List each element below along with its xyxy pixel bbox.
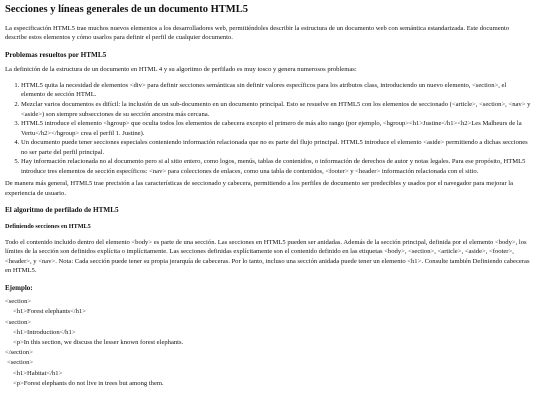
code-line: </section> — [5, 349, 33, 357]
summary-paragraph: De manera más general, HTML5 trae precisión a las características de seccionado y cabecera, permitiendo a los perfiles de documento ser predecibles y usados por el navegador para mejorar la experiencia de usuario. — [5, 180, 514, 197]
code-line: <section> — [7, 359, 34, 367]
problems-heading: Problemas resueltos por HTML5 — [5, 50, 107, 59]
list-item: 3. HTML5 introduce el elemento <hgroup> que oculta todos los elementos de cabecera excepto el primero de más alto rango (por ejemplo, <hgroup><h1>Justine</h1><h2>Les Malheurs de la Vertu</h2></hgroup> crea el perfil 1. Justine). — [21, 119, 532, 138]
list-item: 4. Un documento puede tener secciones especiales conteniendo información relacionada que no es parte del flujo principal. HTML5 introduce el elemento <aside> permitiendo a dichas secciones no ser parte del perfil principal. — [21, 138, 532, 157]
problems-list — [5, 81, 532, 176]
intro-paragraph: La especificación HTML5 trae muchos nuevos elementos a los desarrolladores web, permitiéndoles describir la estructura de un documento web con semántica estandarizada. Este documento describe estos elementos y cómo usarlos para definir el perfil de cualquier documento. — [5, 24, 510, 42]
page-title: Secciones y líneas generales de un documento HTML5 — [5, 4, 248, 15]
code-line: <h1>Forest elephants</h1> — [13, 308, 86, 316]
defining-sections-heading: Definiendo secciones en HTML5 — [5, 223, 91, 231]
list-item: 5. Hay información relacionada no al documento pero si al sitio entero, como logos, menús, tablas de contenidos, o información de derechos de autor y notas legales. Para ese propósito, HTML5 introduce tres elementos de sección específicos: <nav> para colecciones de enlaces, como una tabla de contenidos, <footer> y <header> información relacionada con el sitio. — [21, 157, 532, 176]
list-item: 1. HTML5 quita la necesidad de elementos <div> para definir secciones semánticas sin definir valores específicos para los atributos class, introduciendo un nuevo elemento, <section>, el elemento de sección HTML. — [21, 81, 532, 100]
code-example — [5, 297, 532, 389]
sections-paragraph: Todo el contenido incluido dentro del elemento <body> es parte de una sección. Las secciones en HTML5 pueden ser anidadas. Además de la sección principal, definida por el elemento <body>, los límites de la sección son definidos explícita o implícitamente. Las secciones definidas explícitamente son el contenido definido en las etiquetas <body>, <section>, <article>, <aside>, <footer>, <header>, y <nav>. Nota: Cada sección puede tener su propia jerarquía de cabeceras. Por lo tanto, incluso una sección anidada puede tener un elemento <h1>. Consulte también Definiendo cabeceras en HTML5. — [5, 238, 530, 275]
example-heading: Ejemplo: — [5, 283, 33, 292]
problems-paragraph: La definición de la estructura de un documento en HTML 4 y su algoritmo de perfilado es muy tosco y genera numerosos problemas: — [5, 66, 357, 74]
code-line: <h1>Introduction</h1> — [13, 328, 76, 336]
code-line: <section> — [5, 318, 32, 326]
code-line: <p>In this section, we discuss the lesser known forest elephants. — [13, 338, 184, 346]
code-line: <p>Forest elephants do not live in trees but among them. — [13, 379, 164, 387]
code-line: <h1>Habitat</h1> — [13, 369, 63, 377]
algorithm-heading: El algoritmo de perfilado de HTML5 — [5, 206, 119, 215]
list-item: 2. Mezclar varios documentos es difícil: la inclusión de un sub-documento en un documento principal. Esto se resuelve en HTML5 con los elementos de seccionado (<article>, <section>, <nav> y <aside>) son siempre subsecciones de su sección ancestra más cercana. — [21, 100, 532, 119]
code-line: <section> — [5, 298, 32, 306]
